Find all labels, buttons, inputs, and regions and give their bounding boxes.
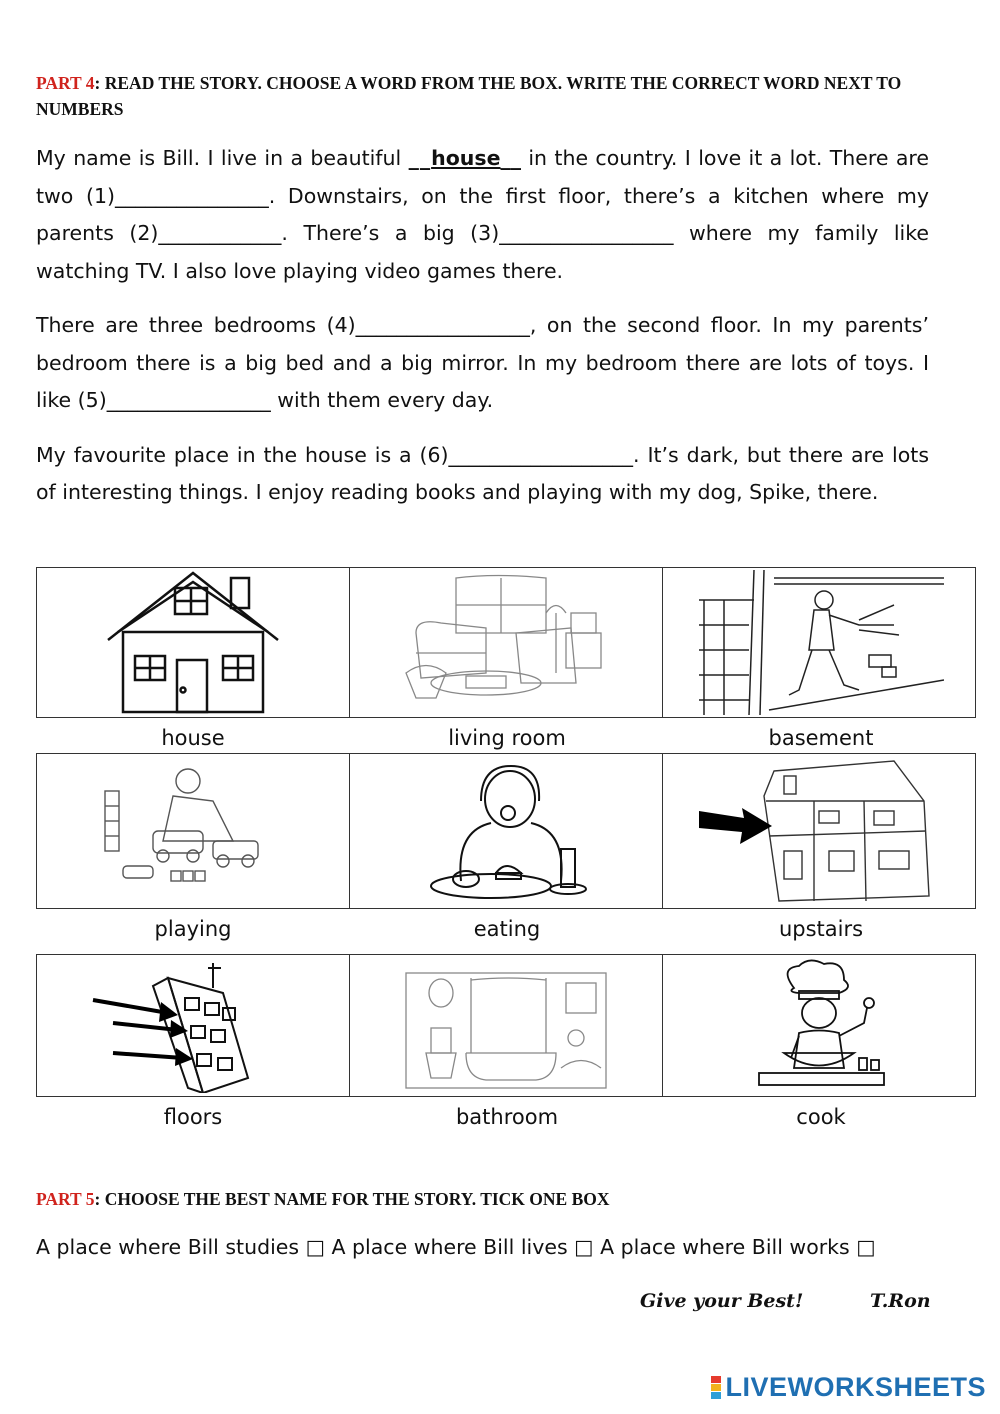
playing-icon (93, 761, 293, 901)
story-paragraph-2: There are three bedrooms (4)_________________, on the second floor. In my parents’ bedroom there is a big bed and a big mirror. In my bedroom there are lots of toys. I like (5)________________ with them every day. (36, 313, 929, 412)
cook-picture (662, 954, 976, 1097)
word-box-labels-3 (36, 1097, 979, 1137)
brand-name: LIVEWORKSHEETS (725, 1372, 986, 1402)
part4-label: PART 4 (36, 73, 95, 93)
option-lives[interactable]: A place where Bill lives □ (331, 1235, 594, 1259)
basement-picture (662, 567, 976, 718)
word-basement: basement (768, 726, 874, 750)
word-box-row-1 (36, 567, 979, 718)
word-upstairs: upstairs (778, 917, 864, 941)
bathroom-picture (349, 954, 663, 1097)
house-icon (93, 570, 293, 715)
bathroom-icon (396, 958, 616, 1093)
word-bathroom: bathroom (455, 1105, 559, 1129)
word-box-labels-2 (36, 909, 979, 949)
upstairs-picture (662, 753, 976, 909)
brand-icon (711, 1376, 721, 1400)
word-box-row-2 (36, 753, 979, 909)
story (36, 140, 929, 512)
motto: Give your Best! (640, 1290, 804, 1312)
part5-label: PART 5 (36, 1189, 95, 1209)
eating-picture (349, 753, 663, 909)
word-box-row-3 (36, 954, 979, 1097)
title-options (36, 1235, 876, 1259)
upstairs-icon (694, 756, 944, 906)
house-picture (36, 567, 350, 718)
arrow-icon (699, 808, 772, 844)
part4-text: : READ THE STORY. CHOOSE A WORD FROM THE BOX. WRITE THE CORRECT WORD NEXT TO NUMBERS (36, 73, 902, 119)
basement-icon (694, 570, 944, 715)
floors-icon (73, 958, 313, 1093)
word-house: house (161, 726, 225, 750)
cook-icon (719, 958, 919, 1093)
playing-picture (36, 753, 350, 909)
living-room-picture (349, 567, 663, 718)
word-box (36, 567, 979, 1137)
part5-instruction (36, 1186, 610, 1212)
word-playing: playing (154, 917, 232, 941)
brand-logo (711, 1372, 986, 1403)
option-studies[interactable]: A place where Bill studies □ (36, 1235, 325, 1259)
eating-icon (406, 761, 606, 901)
story-paragraph-1 (36, 140, 929, 290)
floors-picture (36, 954, 350, 1097)
word-eating: eating (473, 917, 541, 941)
story-p1-start: My name is Bill. I live in a beautiful (36, 146, 409, 170)
option-works[interactable]: A place where Bill works □ (600, 1235, 876, 1259)
living-room-icon (396, 573, 616, 713)
word-living-room: living room (448, 726, 566, 750)
word-floors: floors (163, 1105, 223, 1129)
word-box-labels-1 (36, 718, 979, 758)
part4-instruction (36, 70, 936, 122)
story-paragraph-3: My favourite place in the house is a (6)__________________. It’s dark, but there are lots of interesting things. I enjoy reading books and playing with my dog, Spike, there. (36, 442, 929, 504)
example-answer: __house__ (408, 146, 521, 170)
word-cook: cook (796, 1105, 846, 1129)
story-p1-end: in the country. I love it a lot. There are two (1)_______________. Downstairs, on the first floor, there’s a kitchen where my parents (2)____________. There’s a big (3)_________________ where my family like watching TV. I also love playing video games there. (36, 146, 929, 283)
part5-text: : CHOOSE THE BEST NAME FOR THE STORY. TICK ONE BOX (94, 1189, 610, 1209)
author: T.Ron (870, 1290, 931, 1312)
